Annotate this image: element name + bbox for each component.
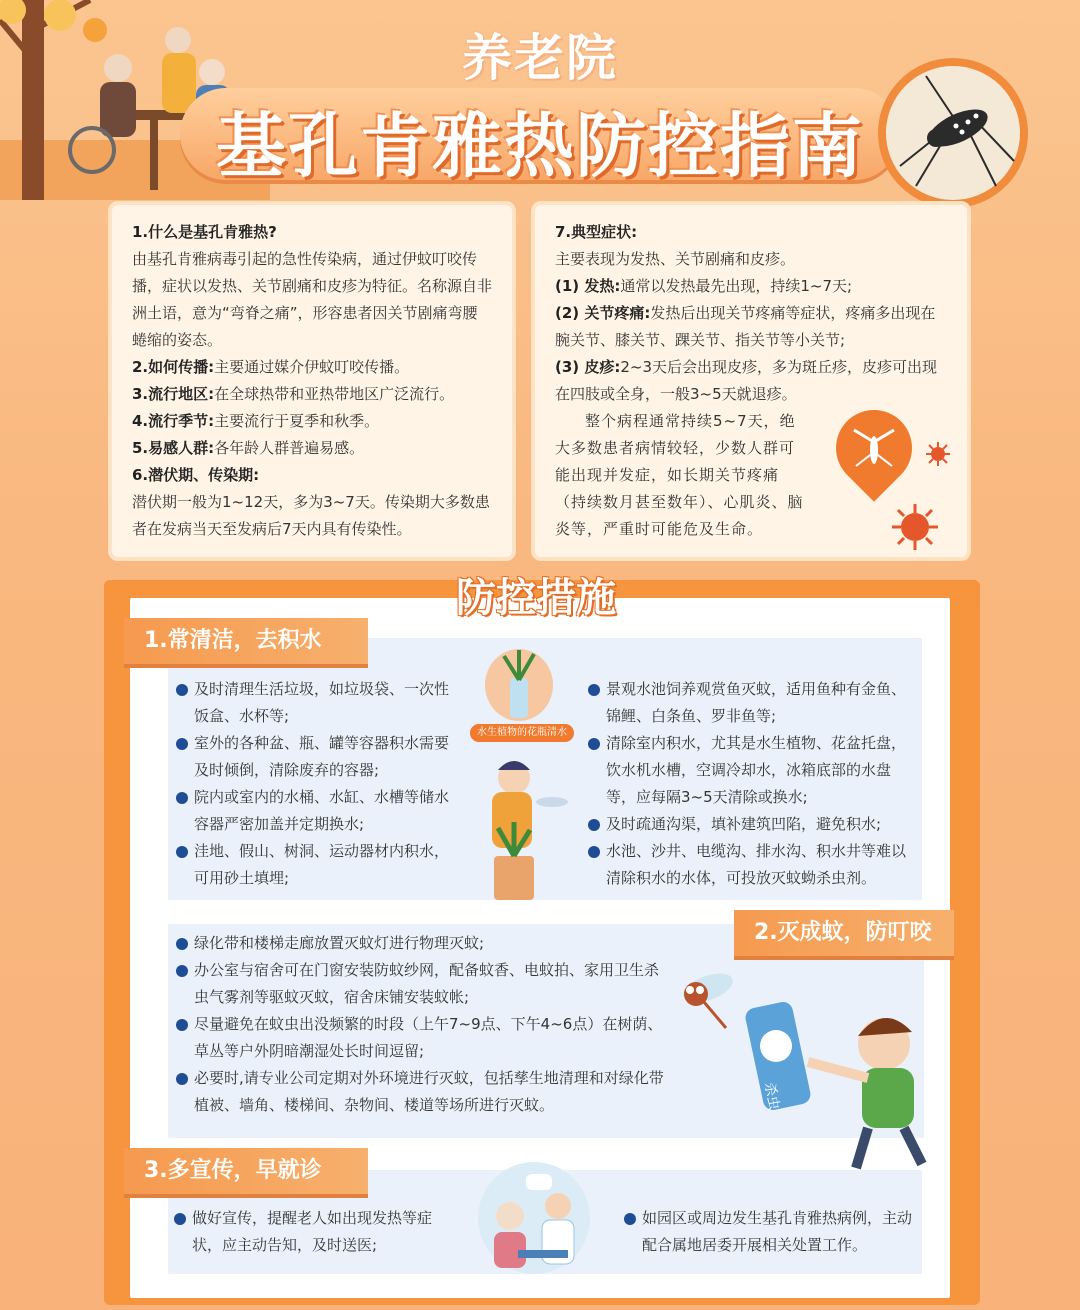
symptom-rash xyxy=(555,354,947,408)
s3-label: (3) 皮疹: xyxy=(555,358,621,376)
section3-left-list xyxy=(172,1205,457,1259)
vase-caption: 水生植物的花瓶清水 xyxy=(470,724,574,742)
q5-body: 各年龄人群普遍易感。 xyxy=(214,439,365,457)
spray-man-illustration xyxy=(668,958,938,1178)
q3-line xyxy=(132,381,492,408)
s2-body: 发热后出现关节疼痛等症状，疼痛多出现在腕关节、膝关节、踝关节、指关节等小关节; xyxy=(555,304,936,349)
list-item: 尽量避免在蚊虫出没频繁的时段（上午7~9点、下午4~6点）在树荫、草丛等户外阴暗潮湿处长时间逗留; xyxy=(174,1011,664,1065)
q1-title: 1.什么是基孔肯雅热? xyxy=(132,223,277,241)
spray-label: 杀虫 xyxy=(761,1081,782,1112)
section1-left-list xyxy=(174,676,459,892)
section3-tag: 3.多宣传，早就诊 xyxy=(124,1148,368,1194)
s1-body: 通常以发热最先出现，持续1~7天; xyxy=(620,277,853,295)
header xyxy=(0,0,1080,200)
mosquito-white-icon xyxy=(848,422,900,474)
s1-label: (1) 发热: xyxy=(555,277,621,295)
q4-line xyxy=(132,408,492,435)
section2-tag: 2.灭成蚊，防叮咬 xyxy=(734,910,954,956)
list-item: 及时疏通沟渠，填补建筑凹陷，避免积水; xyxy=(586,811,916,838)
q5-label: 5.易感人群: xyxy=(132,439,215,457)
list-item: 及时清理生活垃圾，如垃圾袋、一次性饭盒、水杯等; xyxy=(174,676,459,730)
section3-right-list xyxy=(622,1205,922,1259)
q7-title: 7.典型症状: xyxy=(555,223,638,241)
q6-body: 潜伏期一般为1~12天，多为3~7天。传染期大多数患者在发病当天至发病后7天内具有传染性。 xyxy=(132,493,490,538)
list-item: 室外的各种盆、瓶、罐等容器积水需要及时倾倒，清除废弃的容器; xyxy=(174,730,459,784)
section1-right-list xyxy=(586,676,916,892)
q4-label: 4.流行季节: xyxy=(132,412,215,430)
list-item: 做好宣传，提醒老人如出现发热等症状，应主动告知，及时送医; xyxy=(172,1205,457,1259)
q2-body: 主要通过媒介伊蚊叮咬传播。 xyxy=(214,358,410,376)
q6-title: 6.潜伏期、传染期: xyxy=(132,466,260,484)
list-item: 景观水池饲养观赏鱼灭蚊，适用鱼种有金鱼、锦鲤、白条鱼、罗非鱼等; xyxy=(586,676,916,730)
course-text: 整个病程通常持续5~7天，绝大多数患者病情较轻，少数人群可能出现并发症，如长期关节疼痛（持续数月甚至数年）、心肌炎、脑炎等，严重时可能危及生命。 xyxy=(555,412,804,538)
q3-label: 3.流行地区: xyxy=(132,385,215,403)
virus-icon-large xyxy=(888,500,942,554)
doctor-patient-illustration xyxy=(468,1160,600,1276)
list-item: 清除室内积水，尤其是水生植物、花盆托盘，饮水机水槽，空调冷却水，冰箱底部的水盘等，应每隔3~5天清除或换水; xyxy=(586,730,916,811)
vase-plant-illustration xyxy=(484,648,554,722)
mosquito-icon xyxy=(886,66,1020,200)
q2-label: 2.如何传播: xyxy=(132,358,215,376)
list-item: 院内或室内的水桶、水缸、水槽等储水容器严密加盖并定期换水; xyxy=(174,784,459,838)
s3-body: 2~3天后会出现皮疹，多为斑丘疹，皮疹可出现在四肢或全身，一般3~5天就退疹。 xyxy=(555,358,938,403)
section1-tag: 1.常清洁，去积水 xyxy=(124,618,368,664)
q1-body: 由基孔肯雅病毒引起的急性传染病，通过伊蚊叮咬传播，症状以发热、关节剧痛和皮疹为特征。名称源自非洲土语，意为“弯脊之痛”，形容患者因关节剧痛弯腰蜷缩的姿态。 xyxy=(132,250,493,349)
info-panel-left xyxy=(112,205,512,557)
list-item: 必要时,请专业公司定期对外环境进行灭蚊，包括孳生地清理和对绿化带植被、墙角、楼梯间、杂物间、楼道等场所进行灭蚊。 xyxy=(174,1065,664,1119)
q5-line xyxy=(132,435,492,462)
list-item: 如园区或周边发生基孔肯雅热病例，主动配合属地居委开展相关处置工作。 xyxy=(622,1205,922,1259)
list-item: 水池、沙井、电缆沟、排水沟、积水井等难以清除积水的水体，可投放灭蚊蚴杀虫剂。 xyxy=(586,838,916,892)
symptom-fever xyxy=(555,273,947,300)
watering-man-illustration xyxy=(468,752,568,908)
list-item: 洼地、假山、树洞、运动器材内积水，可用砂土填埋; xyxy=(174,838,459,892)
section2-list xyxy=(174,930,664,1119)
mosquito-badge xyxy=(878,58,1028,208)
virus-icon xyxy=(924,440,952,468)
list-item: 绿化带和楼梯走廊放置灭蚊灯进行物理灭蚊; xyxy=(174,930,664,957)
s2-label: (2) 关节疼痛: xyxy=(555,304,651,322)
symptom-joint xyxy=(555,300,947,354)
measures-title: 防控措施 xyxy=(456,575,616,621)
q4-body: 主要流行于夏季和秋季。 xyxy=(214,412,380,430)
q3-body: 在全球热带和亚热带地区广泛流行。 xyxy=(214,385,455,403)
q7-intro: 主要表现为发热、关节剧痛和皮疹。 xyxy=(555,250,796,268)
q2-line xyxy=(132,354,492,381)
page-title: 基孔肯雅热防控指南 xyxy=(216,105,864,187)
list-item: 办公室与宿舍可在门窗安装防蚊纱网，配备蚊香、电蚊拍、家用卫生杀虫气雾剂等驱蚊灭蚊，宿舍床铺安装蚊帐; xyxy=(174,957,664,1011)
subtitle: 养老院 xyxy=(462,29,618,87)
